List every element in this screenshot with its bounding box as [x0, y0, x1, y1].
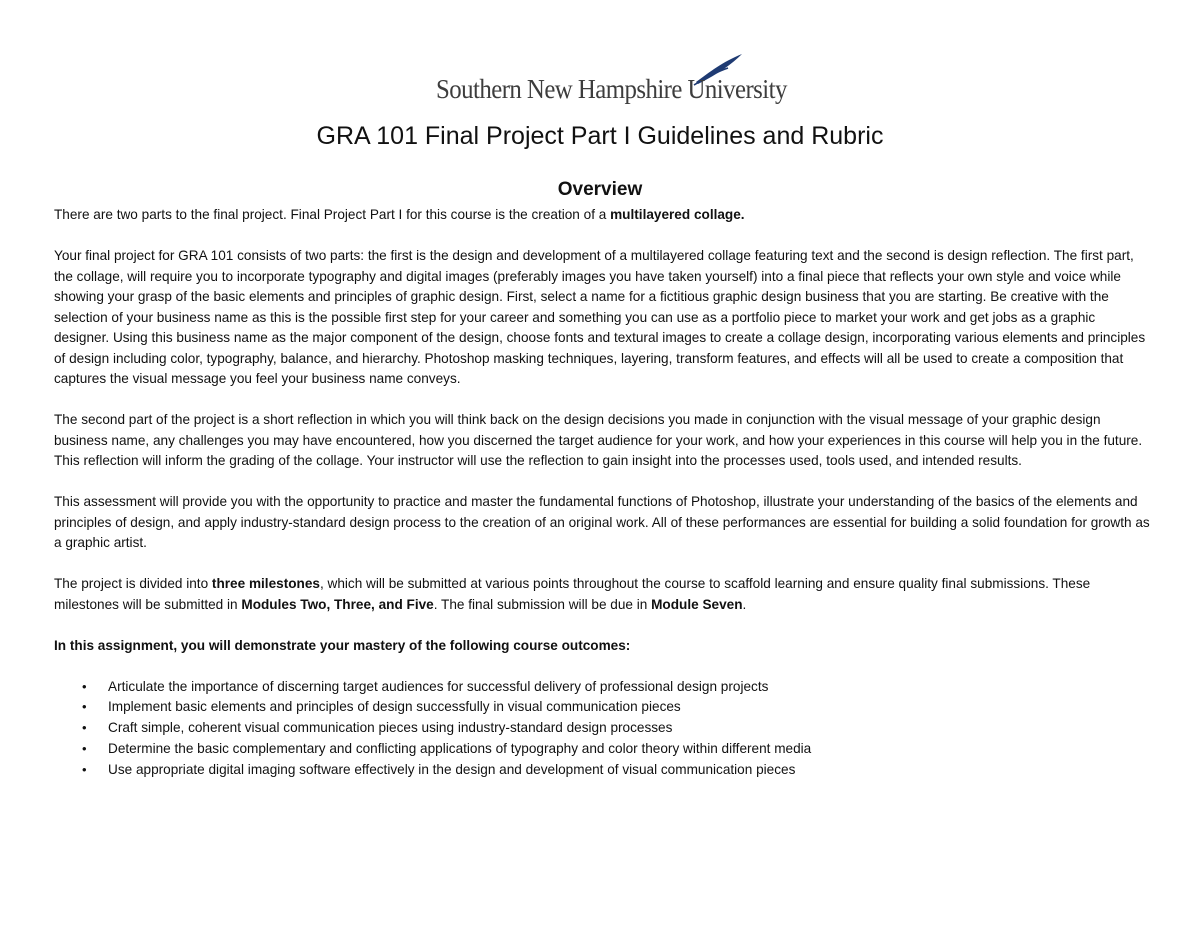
outcomes-lead-text: In this assignment, you will demonstrate your mastery of the following course outcomes:	[54, 637, 631, 653]
list-item	[54, 677, 1154, 698]
milestones-bold-2: Modules Two, Three, and Five	[241, 596, 434, 612]
paragraph-milestones	[54, 574, 1154, 615]
overview-body	[54, 205, 1154, 780]
milestones-bold-1: three milestones	[211, 576, 320, 591]
outcomes-list	[54, 677, 1154, 781]
milestones-text-3: . The final submission will be due in	[433, 596, 652, 612]
outcome-text: Craft simple, coherent visual communication pieces using industry-standard design processes	[108, 720, 673, 736]
intro-paragraph	[54, 205, 1154, 226]
bullet-icon: •	[82, 699, 87, 715]
page-title: GRA 101 Final Project Part I Guidelines and Rubric	[316, 122, 884, 150]
intro-text: There are two parts to the final project. Final Project Part I for this course is the creation of a	[54, 207, 611, 222]
milestones-text-4: .	[742, 596, 747, 612]
milestones-text-2: , which will be submitted at various points throughout the course to scaffold learning and ensure quality final submissions. These milestones will be submitted in	[54, 576, 1091, 612]
outcome-text: Implement basic elements and principles of design successfully in visual communication pieces	[108, 699, 681, 715]
milestones-bold-3: Module Seven	[651, 596, 743, 612]
paragraph-reflection: The second part of the project is a short reflection in which you will think back on the design decisions you made in conjunction with the visual message of your graphic design business name, any challenges you may have encountered, how you discerned the target audience for your work, and how your experiences in this course will help you in the future. This reflection will inform the grading of the collage. Your instructor will use the reflection to gain insight into the processes used, tools used, and intended results.	[54, 412, 1143, 468]
outcome-text: Use appropriate digital imaging software effectively in the design and development of visual communication pieces	[108, 761, 796, 777]
paragraph-assessment: This assessment will provide you with the opportunity to practice and master the fundamental functions of Photoshop, illustrate your understanding of the basics of the elements and principles of design, and apply industry-standard design process to the creation of an original work. All of these performances are essential for building a solid foundation for growth as a graphic artist.	[54, 494, 1150, 550]
logo-wordmark: Southern New Hampshire University	[436, 74, 787, 104]
bullet-icon: •	[82, 720, 87, 736]
paragraph-collage: Your final project for GRA 101 consists of two parts: the first is the design and development of a multilayered collage featuring text and the second is design reflection. The first part, the collage, will require you to incorporate typography and digital images (preferably images you have taken yourself) into a final piece that reflects your own style and voice while showing your grasp of the basic elements and principles of graphic design. First, select a name for a fictitious graphic design business that you are starting. Be creative with the selection of your business name as this is the possible first step for your career and something you can use as a portfolio piece to market your work and get jobs as a graphic designer. Using this business name as the major component of the design, choose fonts and textural images to create a collage design, incorporating various elements and principles of design including color, typography, balance, and hierarchy. Photoshop masking techniques, layering, transform features, and effects will all be used to create a composition that captures the visual message you feel your business name conveys.	[54, 248, 1146, 386]
bullet-icon: •	[82, 740, 87, 756]
university-logo	[436, 52, 787, 106]
bullet-icon: •	[82, 761, 87, 777]
overview-heading: Overview	[557, 179, 643, 200]
list-item	[54, 739, 1154, 760]
outcomes-lead	[54, 636, 1154, 657]
bullet-icon: •	[82, 678, 87, 694]
intro-bold: multilayered collage.	[610, 207, 745, 222]
list-item	[54, 718, 1154, 739]
list-item	[54, 697, 1154, 718]
outcome-text: Determine the basic complementary and conflicting applications of typography and color theory within different media	[108, 740, 812, 756]
outcome-text: Articulate the importance of discerning target audiences for successful delivery of professional design projects	[108, 678, 769, 694]
milestones-text-1: The project is divided into	[54, 576, 212, 591]
list-item	[54, 760, 1154, 781]
